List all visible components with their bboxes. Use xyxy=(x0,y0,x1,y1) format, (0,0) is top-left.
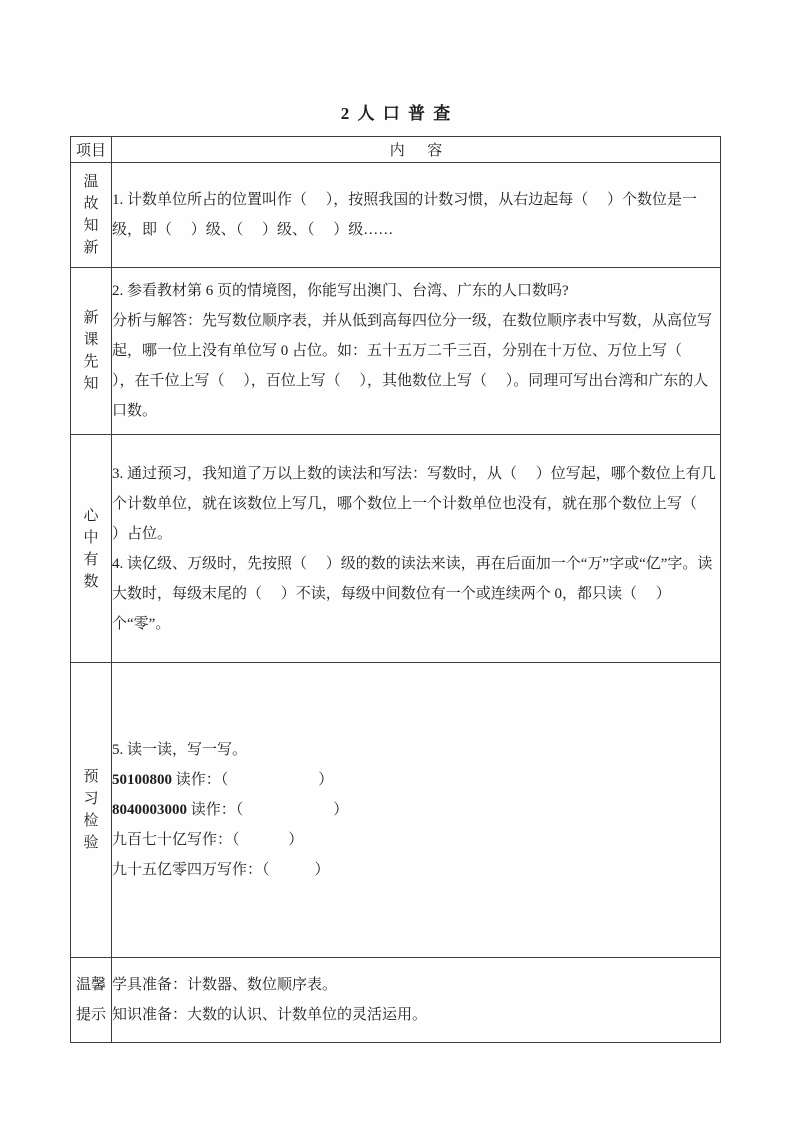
row-content-cell xyxy=(112,663,721,958)
table-row xyxy=(71,435,721,663)
row-content-cell xyxy=(112,435,721,663)
header-item-label: 项目 xyxy=(75,143,106,159)
exercise-line xyxy=(112,795,720,825)
row-label-cell xyxy=(71,958,112,1043)
exercise-text: 九十五亿零四万写作：（ ） xyxy=(112,862,330,878)
header-item-cell xyxy=(71,137,112,163)
row-content-cell xyxy=(112,163,721,268)
page-title: 2 人 口 普 查 xyxy=(340,104,453,123)
row-label-cell xyxy=(71,268,112,435)
exercise-text: 九百七十亿写作：（ ） xyxy=(112,832,304,848)
paragraph: 2. 参看教材第 6 页的情境图，你能写出澳门、台湾、广东的人口数吗? xyxy=(112,283,569,299)
paragraph: 学具准备：计数器、数位顺序表。 xyxy=(112,977,338,993)
paragraph: 3. 通过预习，我知道了万以上数的读法和写法：写数时，从（ ）位写起，哪个数位上有几个计数单位，就在该数位上写几，哪个数位上一个计数单位也没有，就在那个数位上写（ ）占位。 xyxy=(112,465,716,542)
table-row xyxy=(71,268,721,435)
paragraph: 4. 读亿级、万级时，先按照（ ）级的数的读法来读，再在后面加一个“万”字或“亿”字。读大数时，每级末尾的（ ）不读，每级中间数位有一个或连续两个 0，都只读（ ）个“零”。 xyxy=(112,555,713,632)
row-label: 预习检验 xyxy=(83,769,99,851)
row-label-cell xyxy=(71,435,112,663)
row-label-cell xyxy=(71,663,112,958)
row-label: 心中有数 xyxy=(83,507,99,590)
header-row xyxy=(71,137,721,163)
exercise-number: 50100800 xyxy=(112,772,172,788)
table-row xyxy=(71,163,721,268)
exercise-text: 读作：（ ） xyxy=(187,802,349,818)
paragraph: 知识准备：大数的认识、计数单位的灵活运用。 xyxy=(112,1007,428,1023)
row-content-cell xyxy=(112,268,721,435)
paragraph: 1. 计数单位所占的位置叫作（ ），按照我国的计数习惯，从右边起每（ ）个数位是一级，即（ ）级、（ ）级、（ ）级…… xyxy=(112,192,698,238)
worksheet-table xyxy=(70,136,721,1043)
table-row xyxy=(71,663,721,958)
header-content-label: 内 容 xyxy=(389,143,443,159)
row-label-cell xyxy=(71,163,112,268)
exercise-line xyxy=(112,825,720,855)
exercise-number: 8040003000 xyxy=(112,802,187,818)
paragraph: 分析与解答：先写数位顺序表，并从低到高每四位分一级，在数位顺序表中写数，从高位写起，哪一位上没有单位写 0 占位。如：五十五万二千三百，分别在十万位、万位上写（ ），在千位上写（ ），百位上写（ ），其他数位上写（ ）。同理可写出台湾和广东的人口数。 xyxy=(112,313,713,419)
header-content-cell xyxy=(112,137,721,163)
exercise-line xyxy=(112,855,720,885)
exercise-text: 读作：（ ） xyxy=(172,772,334,788)
row-label: 温故知新 xyxy=(83,174,99,256)
row-label: 新课先知 xyxy=(83,310,99,392)
row-content-cell xyxy=(112,958,721,1043)
paragraph: 5. 读一读，写一写。 xyxy=(112,742,248,758)
exercise-line xyxy=(112,765,720,795)
row-label: 温馨提示 xyxy=(75,977,106,1023)
table-row xyxy=(71,958,721,1043)
